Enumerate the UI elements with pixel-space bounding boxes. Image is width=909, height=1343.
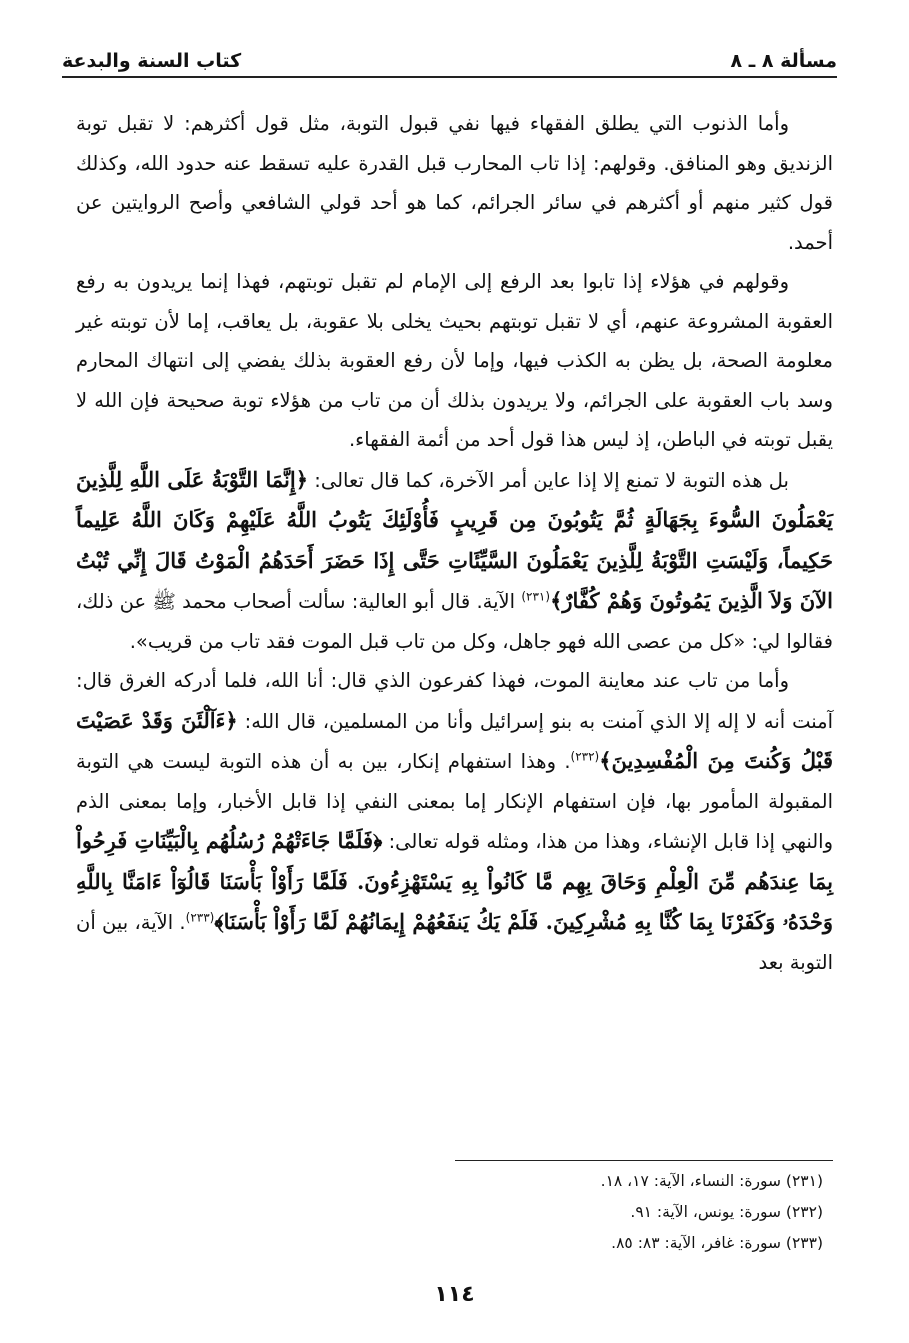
footnote: (٢٣١) سورة: النساء، الآية: ١٧، ١٨. (600, 1172, 823, 1190)
quran-verse: ﴿ءَآلْئَنَ وَقَدْ عَصَيْتَ قَبْلُ وَكُنتَ مِنَ الْمُفْسِدِينَ﴾ (76, 707, 833, 773)
main-text (76, 104, 833, 982)
quran-verse: ﴿فَلَمَّا جَاءَتْهُمْ رُسُلُهُم بِالْبَيِّنَاتِ فَرِحُواْ بِمَا عِندَهُم مِّنَ الْعِلْمِ وَحَاقَ بِهِم مَّا كَانُواْ بِهِ يَسْتَهْزِءُونَ. فَلَمَّا رَأَوْاْ بَأْسَنَا قَالُوٓاْ ءَامَنَّا بِاللَّهِ وَحْدَهُۥ وَكَفَرْنَا بِمَا كُنَّا بِهِ مُشْرِكِينَ. فَلَمْ يَكُ يَنفَعُهُمْ إِيمَانُهُمْ لَمَّا رَأَوْاْ بَأْسَنَا﴾ (76, 828, 833, 934)
running-header (62, 38, 837, 78)
book-title: كتاب السنة والبدعة (62, 50, 242, 72)
paragraph-4: وأما من تاب عند معاينة الموت، فهذا كفرعون الذي قال: أنا الله، فلما أدركه الغرق قال: آمنت أنه لا إله إلا الذي آمنت به بنو إسرائيل وأنا من المسلمين، قال الله: ﴿ءَآلْئَنَ وَقَدْ عَصَيْتَ قَبْلُ وَكُنتَ مِنَ الْمُفْسِدِينَ﴾$^{(٢٣٢)}$. وهذا استفهام إنكار، بين به أن هذه التوبة ليست هي التوبة المقبولة المأمور بها، فإن استفهام الإنكار إما بمعنى النفي إذا قابل الأخبار، وإما بمعنى الذم والنهي إذا قابل الإنشاء، وهذا من هذا، ومثله قوله تعالى: ﴿فَلَمَّا جَاءَتْهُمْ رُسُلُهُم بِالْبَيِّنَاتِ فَرِحُواْ بِمَا عِندَهُم مِّنَ الْعِلْمِ وَحَاقَ بِهِم مَّا كَانُواْ بِهِ يَسْتَهْزِءُونَ. فَلَمَّا رَأَوْاْ بَأْسَنَا قَالُوٓاْ ءَامَنَّا بِاللَّهِ وَحْدَهُۥ وَكَفَرْنَا بِمَا كُنَّا بِهِ مُشْرِكِينَ. فَلَمْ يَكُ يَنفَعُهُمْ إِيمَانُهُمْ لَمَّا رَأَوْاْ بَأْسَنَا﴾$^{(٢٣٣)}$. الآية، بين أن التوبة بعد (76, 669, 834, 974)
quran-verse: ﴿إِنَّمَا التَّوْبَةُ عَلَى اللَّهِ لِلَّذِينَ يَعْمَلُونَ السُّوءَ بِجَهَالَةٍ ثُمَّ يَتُوبُونَ مِن قَرِيبٍ فَأُوْلَئِكَ يَتُوبُ اللَّهُ عَلَيْهِمْ وَكَانَ اللَّهُ عَلِيماً حَكِيماً، وَلَيْسَتِ التَّوْبَةُ لِلَّذِينَ يَعْمَلُونَ السَّيِّئَاتِ حَتَّى إِذَا حَضَرَ أَحَدَهُمُ الْمَوْتُ قَالَ إِنِّي تُبْتُ الآنَ وَلاَ الَّذِينَ يَمُوتُونَ وَهُمْ كُفَّارٌ﴾ (76, 466, 833, 613)
issue-number: مسألة ٨ ـ ٨ (730, 50, 837, 72)
paragraph-3-lead: بل هذه التوبة لا تمنع إلا إذا عاين أمر الآخرة، كما قال تعالى: (314, 468, 789, 492)
paragraph-2: وقولهم في هؤلاء إذا تابوا بعد الرفع إلى الإمام لم تقبل توبتهم، فهذا إنما يريدون به رفع العقوبة المشروعة عنهم، أي لا تقبل توبتهم بحيث يخلى بلا عقوبة، بل يعاقب، إما لأن توبته غير معلومة الصحة، بل يظن به الكذب فيها، وإما لأن رفع العقوبة بذلك يفضي إلى انتهاك المحارم وسد باب العقوبة على الجرائم، ولا يريدون بذلك أن من تاب من هؤلاء توبة صحيحة فإن الله لا يقبل توبته في الباطن، إذ ليس هذا قول أحد من أئمة الفقهاء. (76, 270, 833, 451)
footnote-divider (455, 1160, 833, 1161)
footnote: (٢٣٢) سورة: يونس، الآية: ٩١. (630, 1203, 823, 1221)
footnote: (٢٣٣) سورة: غافر، الآية: ٨٣: ٨٥. (611, 1234, 823, 1252)
paragraph-3-tail: الآية. قال أبو العالية: سألت أصحاب محمد ﷺ عن ذلك، فقالوا لي: «كل من عصى الله فهو جاهل، وكل من تاب قبل الموت فقد تاب من قريب». (76, 590, 833, 653)
paragraph-4-tail: الآية، بين أن التوبة بعد (76, 911, 833, 974)
page-number: ١١٤ (434, 1282, 475, 1307)
footnote-ref[interactable]: (٢٣٢) (570, 749, 600, 764)
paragraph-3 (76, 460, 833, 662)
paragraph-4-lead: وأما من تاب عند معاينة الموت، فهذا كفرعون الذي قال: أنا الله، فلما أدركه الغرق قال: آمنت أنه لا إله إلا الذي آمنت به بنو إسرائيل وأنا من المسلمين، قال الله: (76, 669, 833, 733)
footnote-ref[interactable]: (٢٣١) (521, 589, 551, 604)
footnotes (76, 1166, 823, 1259)
paragraph-1: وأما الذنوب التي يطلق الفقهاء فيها نفي قبول التوبة، مثل قول أكثرهم: لا تقبل توبة الزنديق وهو المنافق. وقولهم: إذا تاب المحارب قبل القدرة عليه تسقط عنه حدود الله، وكذلك قول كثير منهم أو أكثرهم في سائر الجرائم، كما هو أحد قولي الشافعي وأصح الروايتين عن أحمد. (76, 112, 833, 254)
footnote-ref[interactable]: (٢٣٣) (185, 910, 215, 925)
paragraph-4-mid: . وهذا استفهام إنكار، بين به أن هذه التوبة ليست هي التوبة المقبولة المأمور بها، فإن استفهام الإنكار إما بمعنى النفي إذا قابل الأخبار، وإما بمعنى الذم والنهي إذا قابل الإنشاء، وهذا من هذا، ومثله قوله تعالى: (76, 750, 834, 853)
